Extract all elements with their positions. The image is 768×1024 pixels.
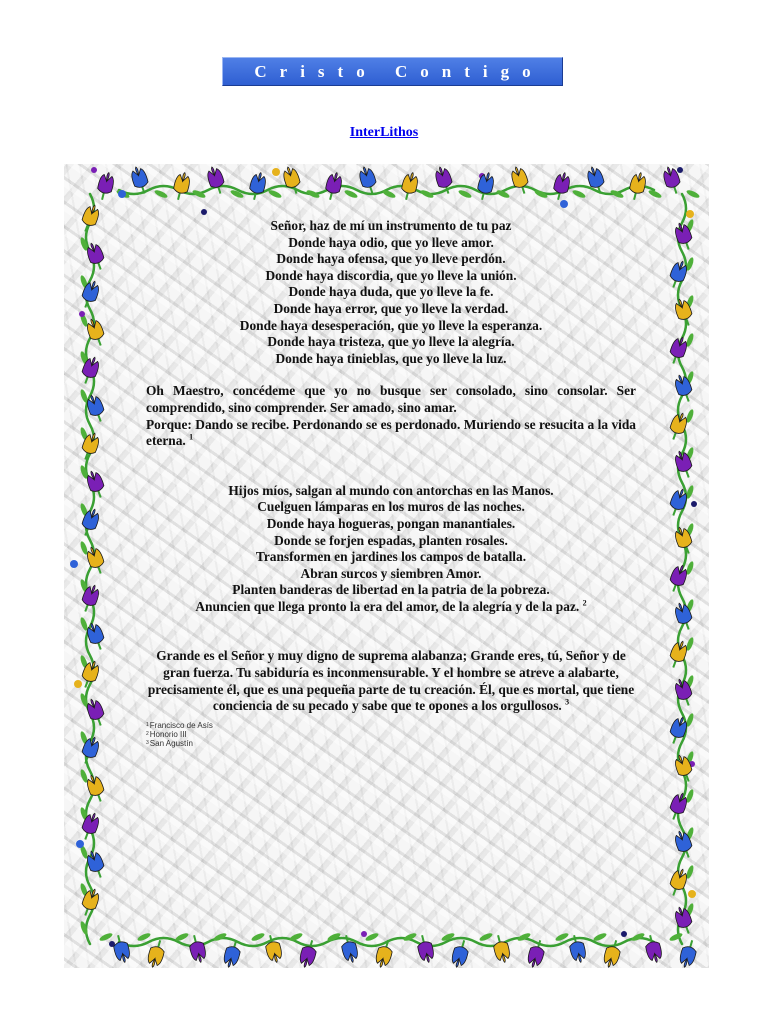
interlithos-link[interactable]: InterLithos <box>349 125 419 140</box>
tulip-flower <box>509 165 531 196</box>
tulip-flower <box>84 773 107 804</box>
prayer-1-line: Donde haya odio, que yo lleve amor. <box>288 234 494 250</box>
prayer-1-line: Donde haya tinieblas, que yo lleve la luz. <box>275 350 507 366</box>
tulip-flower <box>399 171 420 202</box>
footnote-number: 1 <box>146 721 149 728</box>
decor-dot <box>76 840 84 848</box>
decor-dot <box>74 680 82 688</box>
tulip-flower <box>551 171 572 202</box>
tulip-flower <box>666 335 689 366</box>
decor-dot <box>688 890 696 898</box>
decor-dot <box>560 200 568 208</box>
tulip-flower <box>95 171 116 202</box>
title-banner <box>222 57 563 86</box>
prayer-2-line: Hijos míos, salgan al mundo con antorchas en las Manos. <box>228 482 554 498</box>
prayer-1-paragraph-b <box>146 417 636 450</box>
prayer-1-paragraph-b-text: Porque: Dando se recibe. Perdonando se es perdonado. Muriendo se resucita a la vida eterna. <box>146 416 636 449</box>
prayer-1-line: Donde haya discordia, que yo lleve la unión. <box>265 267 517 283</box>
page-title: Cristo Contigo <box>254 61 544 81</box>
prayer-2-line: Transformen en jardines los campos de batalla. <box>255 549 527 565</box>
prayer-content <box>146 218 636 748</box>
footnote-author: Francisco de Asís <box>149 720 213 730</box>
decor-dot <box>691 501 697 507</box>
prayer-2-lines <box>146 483 636 616</box>
marble-frame <box>64 164 709 968</box>
decor-dot <box>70 560 78 568</box>
footnote-item <box>146 730 636 739</box>
prayer-1-line: Donde haya duda, que yo lleve la fe. <box>288 284 494 300</box>
prayer-1-line: Donde haya desesperación, que yo lleve la esperanza. <box>239 317 543 333</box>
decor-dot <box>677 167 683 173</box>
footnotes <box>146 721 636 748</box>
prayer-2-line: Planten banderas de libertad en la patria de la pobreza. <box>232 582 550 598</box>
leaf <box>686 189 701 200</box>
leaf <box>99 932 114 943</box>
prayer-2-last-line <box>146 599 636 616</box>
footnote-author: San Agustín <box>149 738 193 748</box>
prayer-1-line: Donde haya tristeza, que yo lleve la alegría. <box>267 334 515 350</box>
footnote-number: 2 <box>146 730 149 737</box>
tulip-flower <box>323 171 344 202</box>
prayer-2-line: Donde se forjen espadas, planten rosales. <box>274 532 508 548</box>
footnote-ref-2: 2 <box>582 598 587 608</box>
tulip-flower <box>78 203 101 234</box>
prayer-2-line: Abran surcos y siembren Amor. <box>300 565 482 581</box>
leaf <box>479 932 494 943</box>
prayer-3-text: Grande es el Señor y muy digno de suprema alabanza; Grande eres, tú, Señor y de gran fuerza. Tu sabiduría es inconmensurable. Y el hombre se atreve a alabarte, precisamente él, que es una pequeña parte de tu creación. Él, que es mortal, que tiene conciencia de su pecado y sabe que te opones a los orgullosos. <box>147 648 635 714</box>
tulip-flower <box>475 171 496 202</box>
tulip-flower <box>187 933 208 964</box>
footnote-ref-3: 3 <box>565 697 570 707</box>
decor-dot <box>686 210 694 218</box>
decor-dot <box>91 167 97 173</box>
footnote-author: Honorio III <box>149 729 187 739</box>
prayer-3 <box>146 648 636 714</box>
tulip-flower <box>627 171 648 202</box>
tulip-flower <box>111 933 132 964</box>
decor-dot <box>272 168 280 176</box>
tulip-flower <box>247 171 268 202</box>
decor-dot <box>621 931 627 937</box>
leaf <box>572 189 587 200</box>
leaf <box>154 189 169 200</box>
prayer-1-paragraph-a: Oh Maestro, concédeme que yo no busque ser consolado, sino consolar. Ser comprendido, sino comprender. Ser amado, sino amar. <box>146 383 636 415</box>
prayer-2-line: Donde haya hogueras, pongan manantiales. <box>266 515 516 531</box>
footnote-item <box>146 739 636 748</box>
prayer-2-line: Cuelguen lámparas en los muros de las noches. <box>257 499 525 515</box>
decor-dot <box>201 209 207 215</box>
tulip-flower <box>84 469 107 500</box>
tulip-flower <box>450 938 472 968</box>
leaf <box>251 932 266 943</box>
leaf <box>458 189 473 200</box>
footnote-number: 3 <box>146 739 149 746</box>
tulip-flower <box>491 933 512 964</box>
decor-dot <box>79 311 85 317</box>
prayer-2-last-line-text: Anuncien que llega pronto la era del amor, de la alegría y de la paz. <box>195 598 580 614</box>
leaf <box>631 932 646 943</box>
tulip-flower <box>84 697 107 728</box>
decor-dot <box>118 190 126 198</box>
prayer-1-line: Donde haya ofensa, que yo lleve perdón. <box>276 251 506 267</box>
footnote-item <box>146 721 636 730</box>
decor-dot <box>361 931 367 937</box>
prayer-1-line: Donde haya error, que yo lleve la verdad. <box>273 300 509 316</box>
prayer-1-lines <box>146 218 636 367</box>
tulip-flower <box>171 171 192 202</box>
tulip-flower <box>415 933 436 964</box>
footnote-ref-1: 1 <box>189 432 194 442</box>
prayer-1-line: Señor, haz de mí un instrumento de tu paz <box>270 218 512 233</box>
